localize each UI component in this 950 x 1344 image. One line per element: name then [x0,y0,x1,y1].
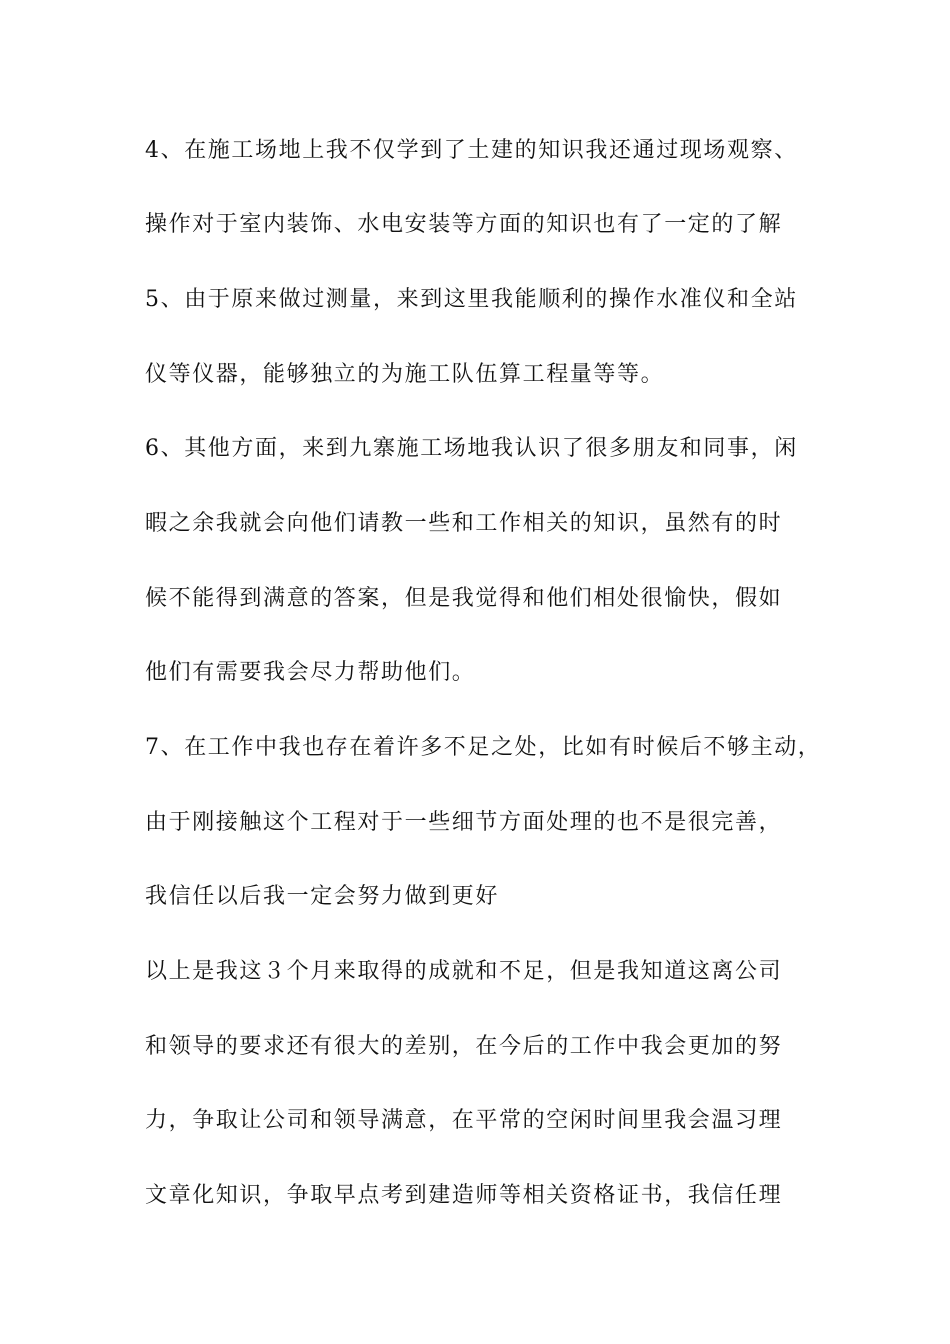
text-line: 7、在工作中我也存在着许多不足之处，比如有时候后不够主动， [145,735,822,760]
text-line: 操作对于室内装饰、水电安装等方面的知识也有了一定的了解 [145,212,783,237]
text-line: 由于刚接触这个工程对于一些细节方面处理的也不是很完善， [145,810,783,835]
text-line: 5、由于原来做过测量，来到这里我能顺利的操作水准仪和全站 [145,287,798,312]
text-line: 他们有需要我会尽力帮助他们。 [145,660,476,685]
text-line: 以上是我这３个月来取得的成就和不足，但是我知道这离公司 [145,959,783,984]
text-line: 文章化知识，争取早点考到建造师等相关资格证书，我信任理 [145,1183,783,1208]
text-line: 力，争取让公司和领导满意，在平常的空闲时间里我会温习理 [145,1108,783,1133]
text-line: 4、在施工场地上我不仅学到了土建的知识我还通过现场观察、 [145,138,798,163]
text-line: 仪等仪器，能够独立的为施工队伍算工程量等等。 [145,362,665,387]
text-line: 暇之余我就会向他们请教一些和工作相关的知识，虽然有的时 [145,511,783,536]
text-line: 我信任以后我一定会努力做到更好 [145,884,500,909]
text-line: 和领导的要求还有很大的差别，在今后的工作中我会更加的努 [145,1034,783,1059]
text-line: 6、其他方面，来到九寨施工场地我认识了很多朋友和同事，闲 [145,436,798,461]
text-line: 候不能得到满意的答案，但是我觉得和他们相处很愉快，假如 [145,586,783,611]
